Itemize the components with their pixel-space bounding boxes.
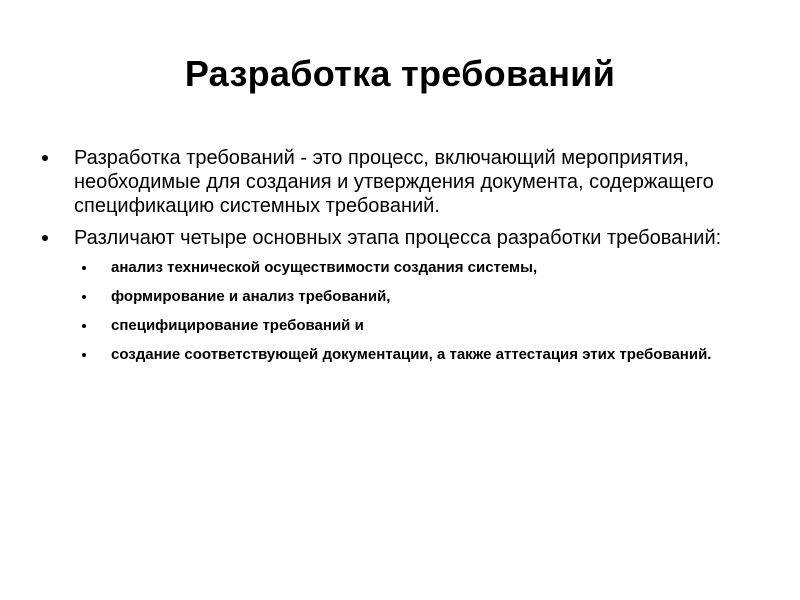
sub-bullet-dot-icon — [82, 324, 86, 328]
stage-sublist — [42, 258, 742, 365]
sub-bullet-text: создание соответствующей документации, а также аттестация этих требований. — [111, 346, 712, 363]
sub-bullet-item — [42, 345, 742, 365]
sub-bullet-dot-icon — [82, 353, 86, 357]
bullet-dot-icon — [42, 155, 48, 161]
sub-bullet-dot-icon — [82, 266, 86, 270]
sub-bullet-item — [42, 316, 742, 336]
sub-bullet-item — [42, 287, 742, 307]
sub-bullet-text: анализ технической осуществимости создания системы, — [111, 259, 538, 276]
bullet-dot-icon — [42, 235, 48, 241]
sub-bullet-text: формирование и анализ требований, — [111, 288, 391, 305]
sub-bullet-text: специфицирование требований и — [111, 317, 364, 334]
bullet-text: Различают четыре основных этапа процесса разработки требований: — [74, 227, 722, 249]
bullet-text: Разработка требований - это процесс, включающий мероприятия, необходимые для создания и утверждения документа, содержащего спецификацию системных требований. — [74, 147, 714, 217]
sub-bullet-item — [42, 258, 742, 278]
bullet-item-definition — [42, 146, 742, 218]
slide-title: Разработка требований — [184, 53, 616, 94]
bullet-list — [42, 146, 742, 374]
sub-bullet-dot-icon — [82, 295, 86, 299]
bullet-item-stages — [42, 226, 742, 250]
